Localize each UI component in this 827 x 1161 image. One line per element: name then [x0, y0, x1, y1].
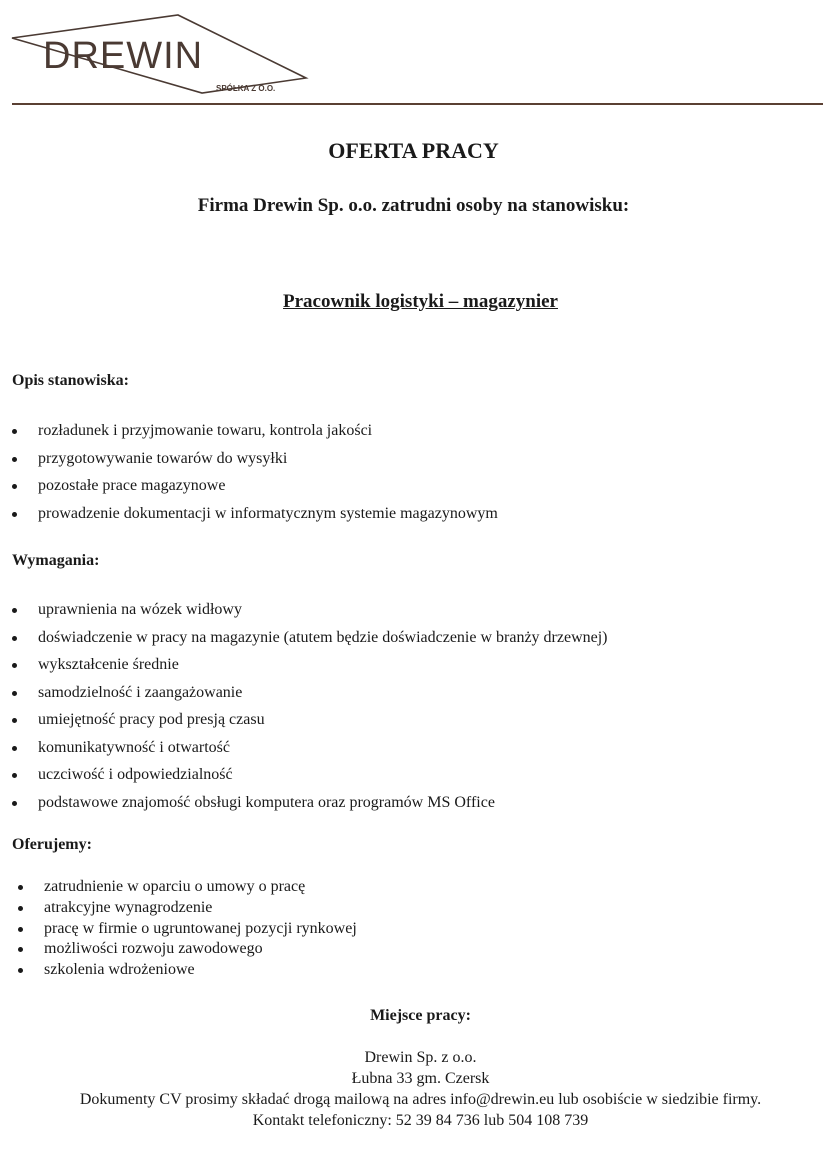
- list-item: atrakcyjne wynagrodzenie: [12, 898, 357, 919]
- description-list: [12, 417, 498, 527]
- list-item: przygotowywanie towarów do wysyłki: [12, 445, 498, 473]
- list-item: wykształcenie średnie: [12, 651, 608, 679]
- list-item: pozostałe prace magazynowe: [12, 472, 498, 500]
- list-item: pracę w firmie o ugruntowanej pozycji rynkowej: [12, 919, 357, 940]
- job-position-title: Pracownik logistyki – magazynier: [283, 291, 558, 312]
- requirements-heading: Wymagania:: [12, 552, 100, 569]
- list-item: rozładunek i przyjmowanie towaru, kontrola jakości: [12, 417, 498, 445]
- list-item: podstawowe znajomość obsługi komputera oraz programów MS Office: [12, 789, 608, 817]
- offer-list: [12, 877, 357, 981]
- description-heading: Opis stanowiska:: [12, 372, 129, 389]
- logo-brand-text: DREWIN: [43, 35, 204, 77]
- page-title: OFERTA PRACY: [328, 138, 499, 163]
- documents-instruction: Dokumenty CV prosimy składać drogą mailową na adres info@drewin.eu lub osobiście w siedzibie firmy.: [79, 1091, 762, 1108]
- list-item: komunikatywność i otwartość: [12, 734, 608, 762]
- workplace-address: Łubna 33 gm. Czersk: [351, 1070, 490, 1087]
- requirements-list: [12, 596, 608, 816]
- list-item: umiejętność pracy pod presją czasu: [12, 706, 608, 734]
- list-item: szkolenia wdrożeniowe: [12, 960, 357, 981]
- offer-heading: Oferujemy:: [12, 836, 92, 853]
- header-divider: [12, 103, 823, 105]
- list-item: samodzielność i zaangażowanie: [12, 679, 608, 707]
- workplace-company: Drewin Sp. z o.o.: [364, 1049, 477, 1066]
- company-logo: [10, 12, 310, 100]
- list-item: zatrudnienie w oparciu o umowy o pracę: [12, 877, 357, 898]
- list-item: doświadczenie w pracy na magazynie (atutem będzie doświadczenie w branży drzewnej): [12, 624, 608, 652]
- contact-phone: Kontakt telefoniczny: 52 39 84 736 lub 504 108 739: [252, 1112, 589, 1129]
- logo-graphic: [10, 12, 310, 100]
- logo-tagline-text: SPÓŁKA Z O.O.: [216, 84, 276, 93]
- workplace-details: [0, 1047, 827, 1131]
- list-item: możliwości rozwoju zawodowego: [12, 939, 357, 960]
- list-item: prowadzenie dokumentacji w informatycznym systemie magazynowym: [12, 500, 498, 528]
- page-subtitle: Firma Drewin Sp. o.o. zatrudni osoby na stanowisku:: [197, 195, 630, 216]
- list-item: uprawnienia na wózek widłowy: [12, 596, 608, 624]
- list-item: uczciwość i odpowiedzialność: [12, 761, 608, 789]
- workplace-heading: Miejsce pracy:: [370, 1007, 471, 1024]
